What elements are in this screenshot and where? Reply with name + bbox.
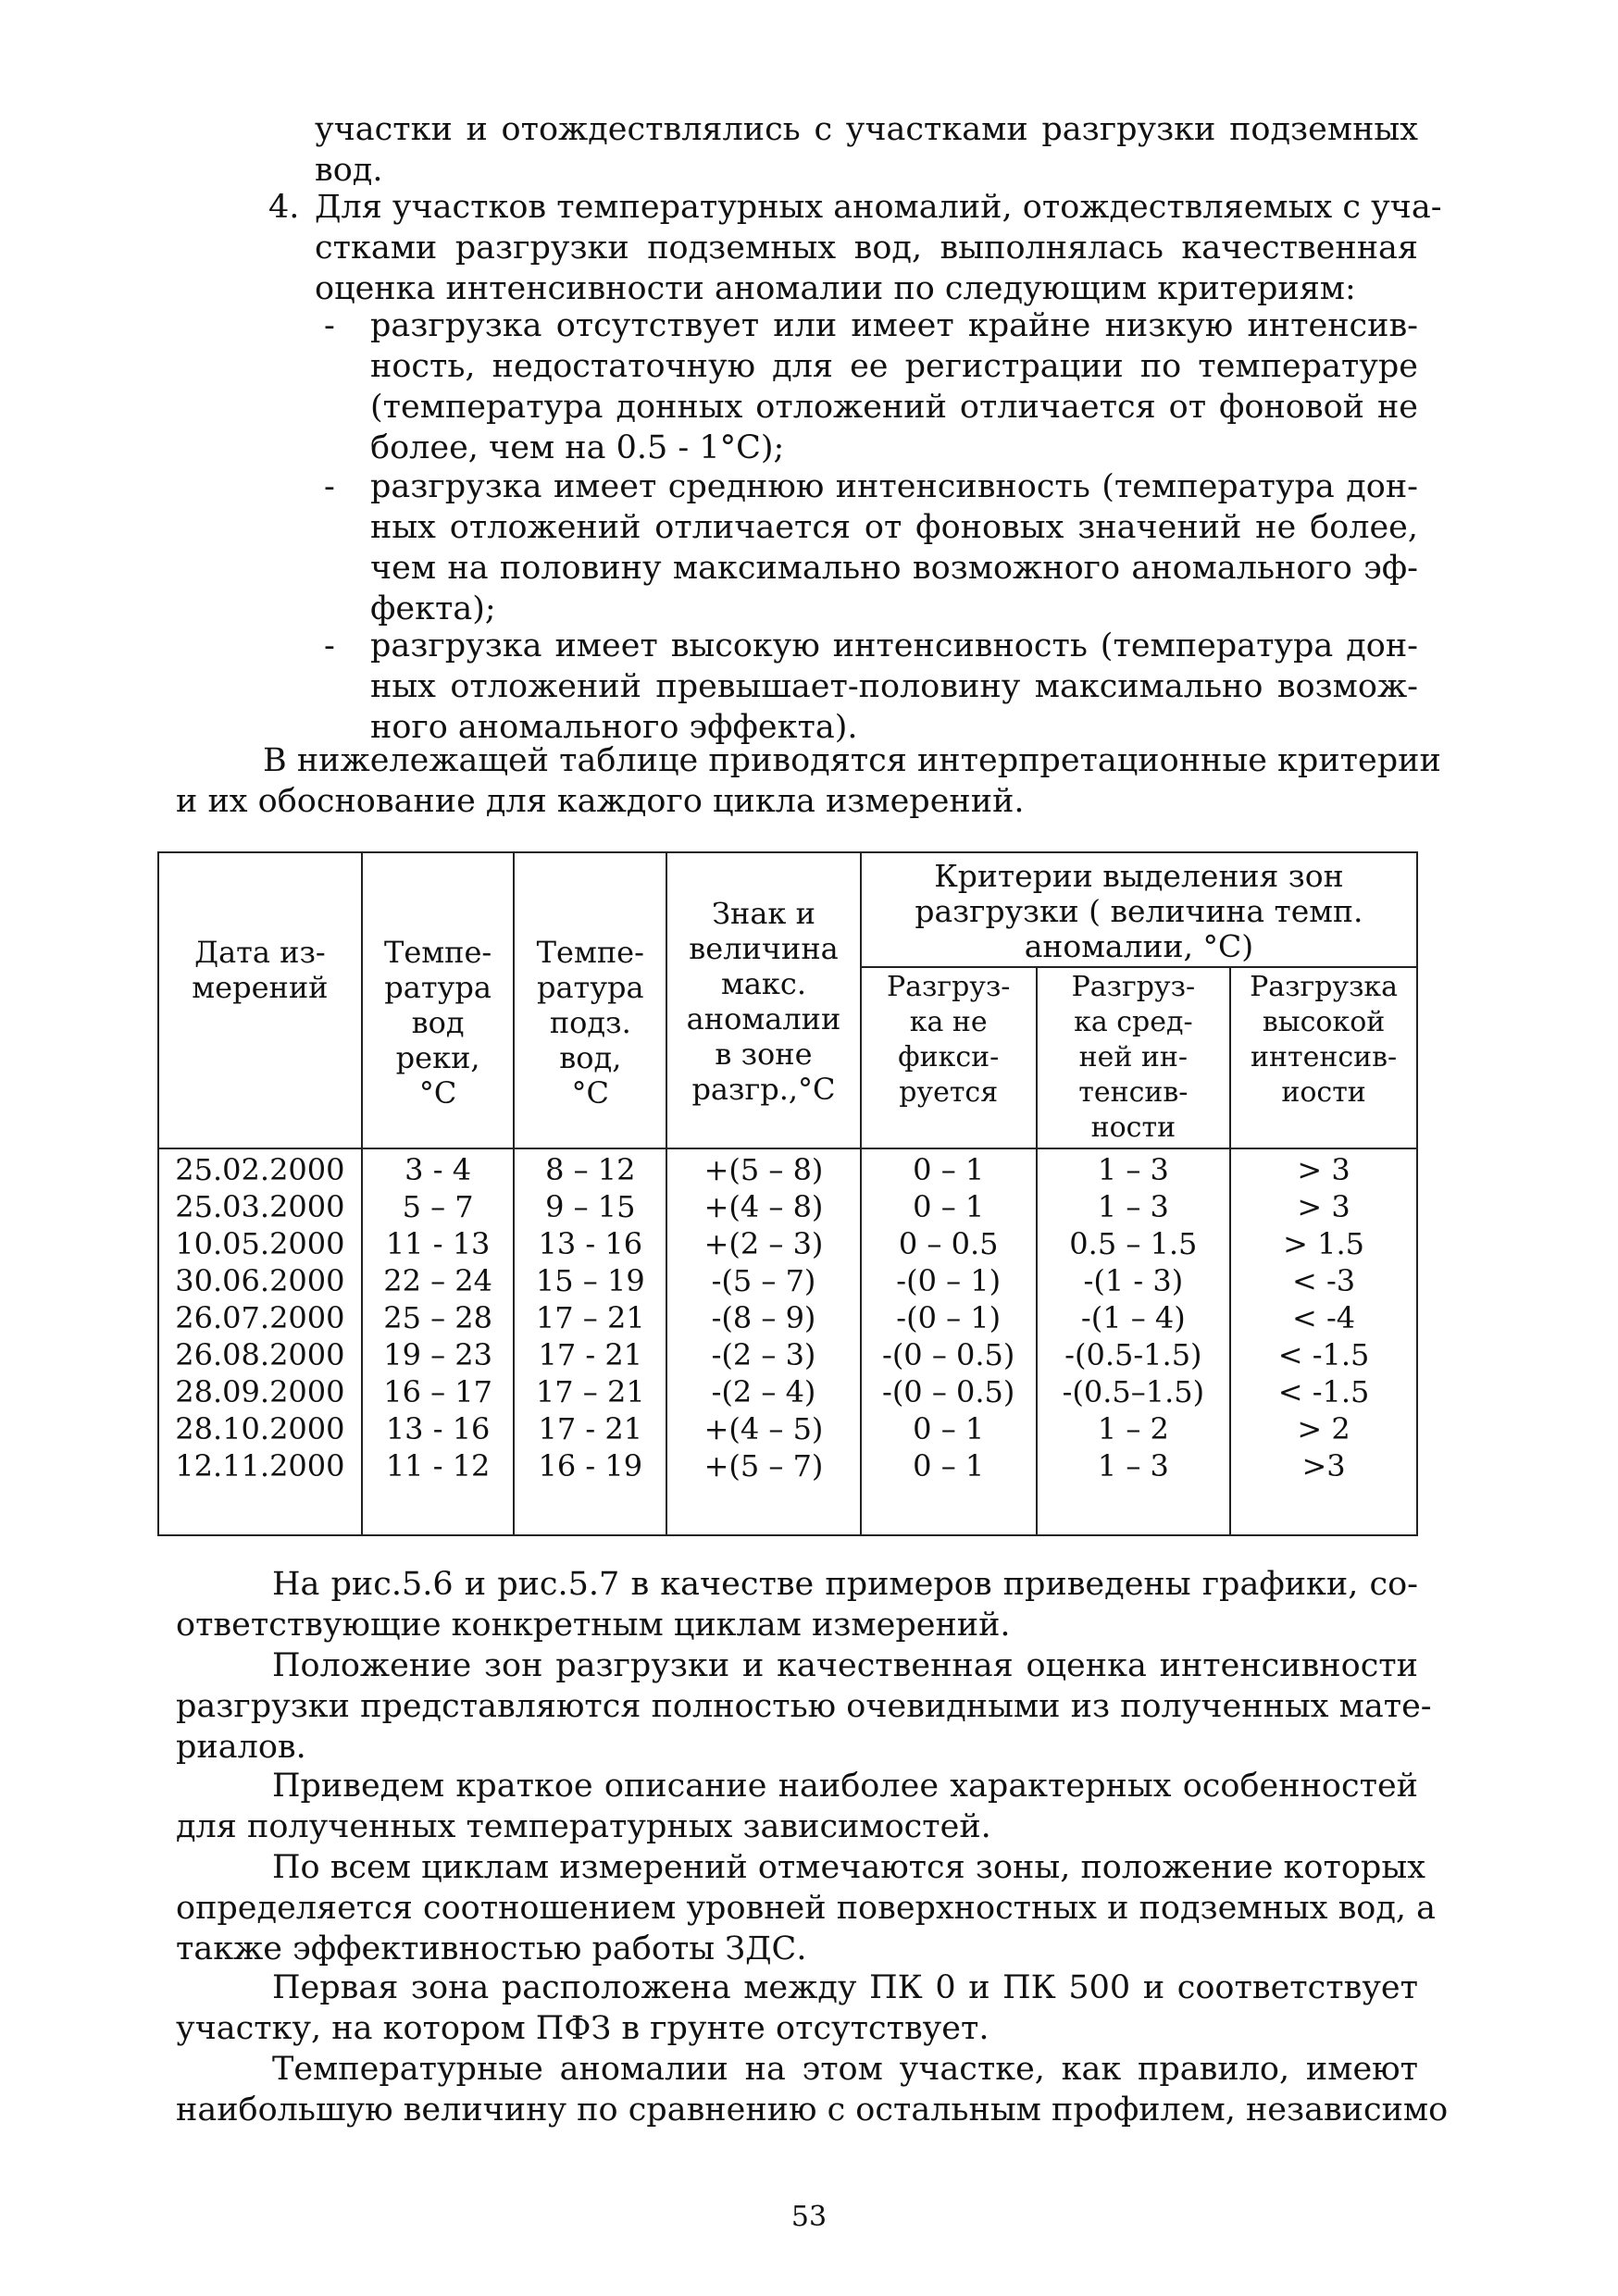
- body-paragraph: [176, 1564, 1418, 1645]
- cell-high: > 2: [1230, 1410, 1417, 1447]
- table-row: [158, 1447, 1417, 1484]
- text-line: В нижележащей таблице приводятся интерпретационные критерии: [263, 742, 1441, 779]
- header-text: мерений: [192, 970, 329, 1005]
- text-line: определяется соотношением уровней поверхностных и подземных вод, а: [176, 1890, 1437, 1927]
- text-line: (температура донных отложений отличается от фоновой не: [370, 389, 1418, 426]
- cell-not-fixed: -(0 – 1): [861, 1299, 1037, 1336]
- text-line: наибольшую величину по сравнению с остальным профилем, независимо: [176, 2091, 1449, 2128]
- list-number: 4.: [268, 189, 300, 226]
- cell-medium: 1 – 2: [1037, 1410, 1231, 1447]
- text-line: По всем циклам измерений отмечаются зоны, положение которых: [272, 1849, 1425, 1886]
- cell-not-fixed: -(0 – 0.5): [861, 1336, 1037, 1373]
- text-line: Приведем краткое описание наиболее характерных особенностей: [272, 1768, 1418, 1805]
- cell-high: >3: [1230, 1447, 1417, 1484]
- text-line: ных отложений отличается от фоновых значений не более,: [370, 509, 1418, 546]
- header-text: интенсив-: [1250, 1041, 1398, 1074]
- header-text: величина: [689, 931, 839, 966]
- table-row: [158, 1336, 1417, 1373]
- empty-cell: [158, 1484, 362, 1535]
- body-paragraph: [176, 2049, 1449, 2130]
- empty-cell: [1037, 1484, 1231, 1535]
- header-text: ка сред-: [1074, 1006, 1193, 1038]
- header-text: фикси-: [898, 1041, 1000, 1074]
- header-text: макс.: [720, 966, 807, 1001]
- table-row: [158, 1188, 1417, 1225]
- cell-not-fixed: 0 – 1: [861, 1410, 1037, 1447]
- empty-cell: [362, 1484, 515, 1535]
- header-text: вод,: [559, 1040, 622, 1075]
- text-line: для полученных температурных зависимостей.: [176, 1808, 991, 1845]
- text-line: Для участков температурных аномалий, отождествляемых с уча-: [315, 189, 1442, 226]
- text-line: разгрузка отсутствует или имеет крайне низкую интенсив-: [370, 307, 1418, 344]
- bullet-item: [370, 466, 1418, 629]
- table-row: [158, 1299, 1417, 1336]
- cell-ground-temp: 15 – 19: [514, 1262, 666, 1299]
- header-text: Темпе-: [383, 935, 492, 970]
- table-row: [158, 1262, 1417, 1299]
- text-line: риалов.: [176, 1729, 306, 1766]
- header-text: Разгрузка: [1250, 971, 1399, 1003]
- cell-date: 10.05.2000: [158, 1225, 362, 1262]
- cell-anomaly: +(4 – 8): [666, 1188, 861, 1225]
- empty-cell: [514, 1484, 666, 1535]
- header-text: Разгруз-: [1071, 971, 1196, 1003]
- header-date: [158, 852, 362, 1148]
- text-line: На рис.5.6 и рис.5.7 в качестве примеров приведены графики, со-: [272, 1566, 1418, 1603]
- cell-river-temp: 11 - 12: [362, 1447, 515, 1484]
- header-anomaly: [666, 852, 861, 1148]
- item-4-paragraph: [315, 187, 1442, 309]
- cell-not-fixed: 0 – 1: [861, 1188, 1037, 1225]
- header-text: руется: [899, 1076, 999, 1109]
- text-line: участку, на котором ПФЗ в грунте отсутствует.: [176, 2010, 989, 2047]
- header-text: °C: [571, 1075, 610, 1111]
- page-number: 53: [790, 2201, 828, 2233]
- text-line: ность, недостаточную для ее регистрации по температуре: [370, 348, 1418, 385]
- table-padding-row: [158, 1484, 1417, 1535]
- text-line: разгрузка имеет среднюю интенсивность (температура дон-: [370, 468, 1418, 505]
- text-line: разгрузки представляются полностью очевидными из полученных мате-: [176, 1688, 1432, 1725]
- cell-anomaly: -(8 – 9): [666, 1299, 861, 1336]
- header-ground-temp: [514, 852, 666, 1148]
- header-medium: [1037, 967, 1231, 1148]
- text-line: Положение зон разгрузки и качественная оценка интенсивности: [272, 1647, 1418, 1684]
- cell-river-temp: 22 – 24: [362, 1262, 515, 1299]
- cell-medium: 1 – 3: [1037, 1188, 1231, 1225]
- table-row: [158, 1225, 1417, 1262]
- bullet-dash: -: [324, 627, 335, 664]
- header-text: вод: [411, 1005, 465, 1040]
- header-text: разгр.,°C: [691, 1072, 836, 1107]
- table-header-row: [158, 852, 1417, 967]
- text-line: участки и отождествлялись с участками разгрузки подземных: [315, 111, 1418, 148]
- cell-date: 28.09.2000: [158, 1373, 362, 1410]
- header-criteria-group: [861, 852, 1417, 967]
- cell-high: < -3: [1230, 1262, 1417, 1299]
- cell-ground-temp: 16 - 19: [514, 1447, 666, 1484]
- header-text: ратура: [536, 970, 644, 1005]
- cell-medium: -(0.5-1.5): [1037, 1336, 1231, 1373]
- text-line: оценка интенсивности аномалии по следующим критериям:: [315, 270, 1356, 307]
- cell-high: > 1.5: [1230, 1225, 1417, 1262]
- body-paragraph: [176, 1847, 1437, 1969]
- header-text: Критерии выделения зон: [934, 858, 1344, 894]
- cell-high: < -1.5: [1230, 1373, 1417, 1410]
- criteria-table: [157, 851, 1418, 1536]
- cell-date: 25.02.2000: [158, 1148, 362, 1188]
- cell-date: 25.03.2000: [158, 1188, 362, 1225]
- table-body: [158, 1148, 1417, 1535]
- header-text: тенсив-: [1078, 1076, 1189, 1109]
- bullet-dash: -: [324, 307, 335, 344]
- header-text: Дата из-: [194, 935, 326, 970]
- bullet-item: [370, 305, 1418, 468]
- text-line: фекта);: [370, 590, 496, 627]
- cell-date: 12.11.2000: [158, 1447, 362, 1484]
- text-line: чем на половину максимально возможного аномального эф-: [370, 550, 1418, 587]
- table-row: [158, 1373, 1417, 1410]
- header-text: в зоне: [715, 1036, 813, 1072]
- header-text: реки,: [395, 1040, 480, 1075]
- cell-medium: -(0.5–1.5): [1037, 1373, 1231, 1410]
- header-text: Темпе-: [536, 935, 644, 970]
- cell-anomaly: -(5 – 7): [666, 1262, 861, 1299]
- text-line: более, чем на 0.5 - 1°C);: [370, 429, 785, 466]
- cell-date: 26.07.2000: [158, 1299, 362, 1336]
- header-text: высокой: [1262, 1006, 1386, 1038]
- empty-cell: [666, 1484, 861, 1535]
- header-text: иости: [1281, 1076, 1366, 1109]
- cell-anomaly: +(5 – 7): [666, 1447, 861, 1484]
- cell-high: < -4: [1230, 1299, 1417, 1336]
- header-text: аномалии: [686, 1001, 841, 1036]
- cell-date: 26.08.2000: [158, 1336, 362, 1373]
- header-text: ратура: [384, 970, 492, 1005]
- text-line: стками разгрузки подземных вод, выполнялась качественная: [315, 230, 1418, 267]
- cell-ground-temp: 17 - 21: [514, 1410, 666, 1447]
- header-text: ности: [1090, 1111, 1176, 1144]
- cell-ground-temp: 17 – 21: [514, 1299, 666, 1336]
- text-line: ответствующие конкретным циклам измерений.: [176, 1607, 1011, 1644]
- bullet-item: [370, 626, 1418, 748]
- header-high: [1230, 967, 1417, 1148]
- header-text: подз.: [549, 1005, 631, 1040]
- cell-high: > 3: [1230, 1188, 1417, 1225]
- cell-river-temp: 13 - 16: [362, 1410, 515, 1447]
- body-paragraph: [176, 1967, 1418, 2049]
- text-line: ного аномального эффекта).: [370, 709, 858, 746]
- cell-not-fixed: -(0 – 1): [861, 1262, 1037, 1299]
- cell-anomaly: +(2 – 3): [666, 1225, 861, 1262]
- cell-not-fixed: 0 – 1: [861, 1148, 1037, 1188]
- cell-medium: -(1 - 3): [1037, 1262, 1231, 1299]
- cell-anomaly: +(4 – 5): [666, 1410, 861, 1447]
- text-line: также эффективностью работы ЗДС.: [176, 1930, 807, 1967]
- header-text: ка не: [909, 1006, 988, 1038]
- cell-river-temp: 3 - 4: [362, 1148, 515, 1188]
- cell-anomaly: -(2 – 3): [666, 1336, 861, 1373]
- header-text: Разгруз-: [886, 971, 1011, 1003]
- text-line: и их обоснование для каждого цикла измерений.: [176, 783, 1025, 820]
- header-river-temp: [362, 852, 515, 1148]
- table-intro-paragraph: [176, 740, 1441, 822]
- header-text: аномалии, °C): [1024, 928, 1254, 964]
- text-line: разгрузка имеет высокую интенсивность (температура дон-: [370, 627, 1418, 664]
- cell-ground-temp: 13 - 16: [514, 1225, 666, 1262]
- cell-ground-temp: 17 – 21: [514, 1373, 666, 1410]
- cell-river-temp: 16 – 17: [362, 1373, 515, 1410]
- empty-cell: [1230, 1484, 1417, 1535]
- cell-ground-temp: 8 – 12: [514, 1148, 666, 1188]
- table-row: [158, 1148, 1417, 1188]
- cell-river-temp: 25 – 28: [362, 1299, 515, 1336]
- bullet-dash: -: [324, 468, 335, 505]
- cell-medium: 1 – 3: [1037, 1447, 1231, 1484]
- header-text: ней ин-: [1078, 1041, 1189, 1074]
- cell-date: 28.10.2000: [158, 1410, 362, 1447]
- header-not-fixed: [861, 967, 1037, 1148]
- empty-cell: [861, 1484, 1037, 1535]
- body-paragraph: [176, 1766, 1418, 1847]
- text-line: ных отложений превышает-половину максимально возмож-: [370, 668, 1418, 705]
- header-text: разгрузки ( величина темп.: [915, 893, 1363, 929]
- cell-high: > 3: [1230, 1148, 1417, 1188]
- cell-high: < -1.5: [1230, 1336, 1417, 1373]
- cell-medium: 1 – 3: [1037, 1148, 1231, 1188]
- cell-not-fixed: 0 – 0.5: [861, 1225, 1037, 1262]
- header-text: Знак и: [712, 896, 815, 931]
- cell-not-fixed: -(0 – 0.5): [861, 1373, 1037, 1410]
- cell-anomaly: +(5 – 8): [666, 1148, 861, 1188]
- cell-ground-temp: 9 – 15: [514, 1188, 666, 1225]
- cell-date: 30.06.2000: [158, 1262, 362, 1299]
- cell-medium: 0.5 – 1.5: [1037, 1225, 1231, 1262]
- cell-not-fixed: 0 – 1: [861, 1447, 1037, 1484]
- intro-paragraph: [315, 109, 1418, 191]
- cell-river-temp: 19 – 23: [362, 1336, 515, 1373]
- cell-river-temp: 5 – 7: [362, 1188, 515, 1225]
- header-text: °C: [418, 1075, 457, 1111]
- text-line: вод.: [315, 152, 383, 189]
- cell-anomaly: -(2 – 4): [666, 1373, 861, 1410]
- text-line: Температурные аномалии на этом участке, как правило, имеют: [272, 2051, 1418, 2088]
- cell-river-temp: 11 - 13: [362, 1225, 515, 1262]
- table-row: [158, 1410, 1417, 1447]
- body-paragraph: [176, 1645, 1432, 1768]
- cell-medium: -(1 – 4): [1037, 1299, 1231, 1336]
- cell-ground-temp: 17 - 21: [514, 1336, 666, 1373]
- text-line: Первая зона расположена между ПК 0 и ПК 500 и соответствует: [272, 1969, 1418, 2006]
